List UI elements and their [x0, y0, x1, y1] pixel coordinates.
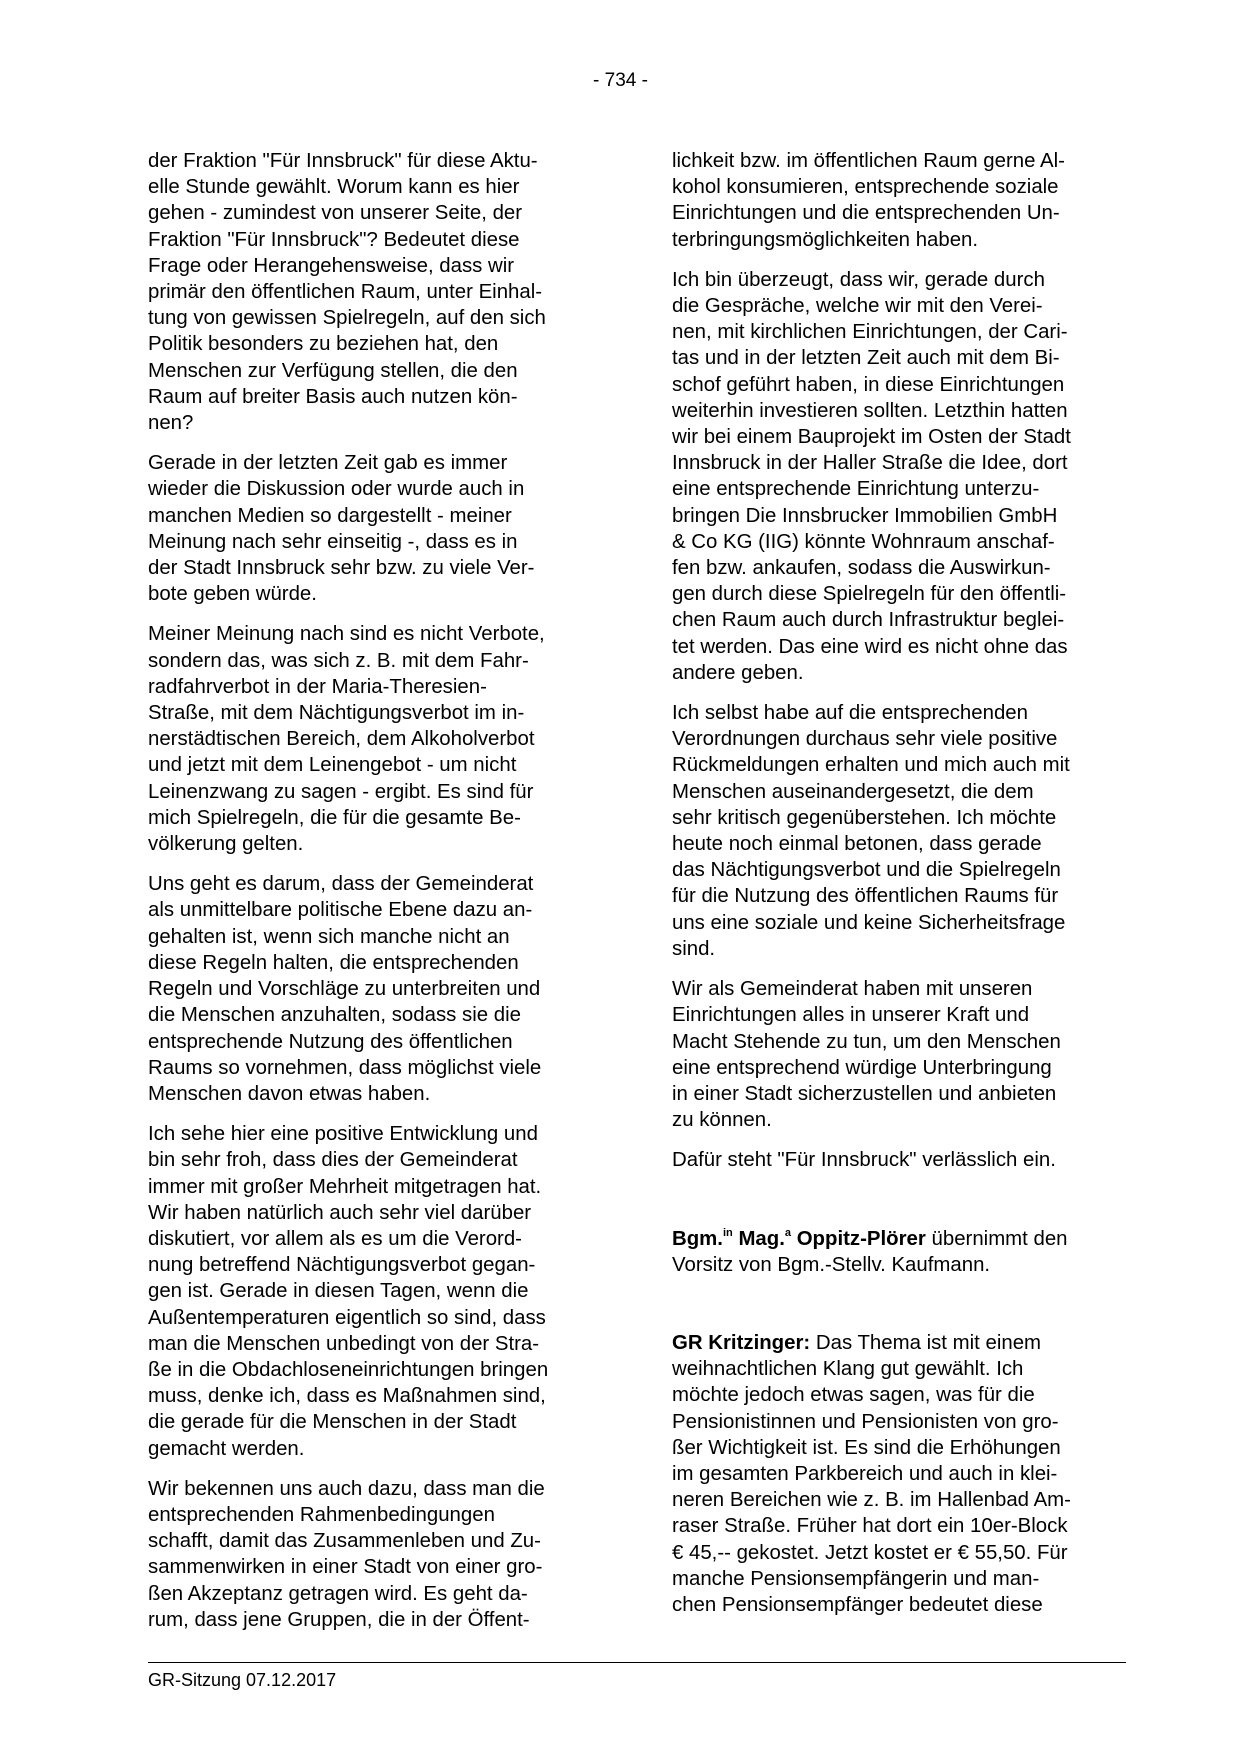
- text-line: der Stadt Innsbruck sehr bzw. zu viele Ver-: [148, 557, 535, 580]
- text-line: bote geben würde.: [148, 583, 317, 606]
- text-line: Menschen davon etwas haben.: [148, 1082, 431, 1105]
- text-line: nen, mit kirchlichen Einrichtungen, der Cari-: [672, 321, 1068, 344]
- left-paragraph: [148, 148, 598, 436]
- text-line: die gerade für die Menschen in der Stadt: [148, 1411, 517, 1434]
- text-line: die Gespräche, welche wir mit den Verei-: [672, 295, 1043, 318]
- text-line: weiterhin investieren sollten. Letzthin hatten: [672, 399, 1068, 422]
- text-line: Meinung nach sehr einseitig -, dass es in: [148, 530, 518, 553]
- text-line: diese Regeln halten, die entsprechenden: [148, 951, 519, 974]
- chair-text-1: übernimmt den: [931, 1227, 1068, 1250]
- footer-session-date: GR-Sitzung 07.12.2017: [148, 1670, 337, 1690]
- text-line: Politik besonders zu beziehen hat, den: [148, 333, 499, 356]
- right-paragraph: [672, 700, 1122, 962]
- chair-title-bgm-sup: in: [722, 1226, 733, 1239]
- chair-change-note: [672, 1226, 1122, 1278]
- text-line: gehalten ist, wenn sich manche nicht an: [148, 925, 510, 948]
- text-line: rum, dass jene Gruppen, die in der Öffent-: [148, 1608, 530, 1631]
- right-paragraph: [672, 267, 1122, 686]
- text-line: & Co KG (IIG) könnte Wohnraum anschaf-: [672, 530, 1055, 553]
- right-column: [672, 148, 1122, 1618]
- text-line: fen bzw. ankaufen, sodass die Auswirkun-: [672, 557, 1051, 580]
- text-line: die Menschen anzuhalten, sodass sie die: [148, 1004, 521, 1027]
- text-line: Fraktion "Für Innsbruck"? Bedeutet diese: [148, 228, 520, 251]
- text-line: Ich selbst habe auf die entsprechenden: [672, 702, 1028, 725]
- text-line: ße in die Obdachloseneinrichtungen bringen: [148, 1358, 549, 1381]
- text-line: sondern das, was sich z. B. mit dem Fahr-: [148, 649, 529, 672]
- text-line: Macht Stehende zu tun, um den Menschen: [672, 1030, 1061, 1053]
- text-line: man die Menschen unbedingt von der Stra-: [148, 1332, 540, 1355]
- left-paragraph: [148, 621, 598, 857]
- text-line: Uns geht es darum, dass der Gemeinderat: [148, 873, 534, 896]
- text-line: Innsbruck in der Haller Straße die Idee, dort: [672, 452, 1068, 475]
- text-line: mich Spielregeln, die für die gesamte Be-: [148, 806, 521, 829]
- text-line: Einrichtungen alles in unserer Kraft und: [672, 1004, 1030, 1027]
- text-line: gemacht werden.: [148, 1437, 305, 1460]
- chair-title-bgm: Bgm.: [672, 1227, 723, 1250]
- text-line: heute noch einmal betonen, dass gerade: [672, 833, 1042, 856]
- text-line: bringen Die Innsbrucker Immobilien GmbH: [672, 504, 1058, 527]
- left-paragraph: [148, 871, 598, 1107]
- text-line: tet werden. Das eine wird es nicht ohne das: [672, 635, 1068, 658]
- text-line: das Nächtigungsverbot und die Spielregeln: [672, 859, 1061, 882]
- speaker-name: GR Kritzinger:: [672, 1331, 811, 1354]
- text-line: wieder die Diskussion oder wurde auch in: [148, 478, 525, 501]
- text-line: Menschen zur Verfügung stellen, die den: [148, 359, 518, 382]
- text-line: bin sehr froh, dass dies der Gemeinderat: [148, 1149, 518, 1172]
- text-line: nen?: [148, 412, 194, 435]
- chair-change-line-2: Vorsitz von Bgm.-Stellv. Kaufmann.: [672, 1253, 991, 1276]
- text-line: sind.: [672, 937, 716, 960]
- speaker-first-line-text: Das Thema ist mit einem: [815, 1331, 1042, 1354]
- text-line: schof geführt haben, in diese Einrichtungen: [672, 373, 1065, 396]
- text-line: Raum auf breiter Basis auch nutzen kön-: [148, 385, 518, 408]
- text-line: zu können.: [672, 1109, 772, 1132]
- text-line: radfahrverbot in der Maria-Theresien-: [148, 675, 487, 698]
- chair-title-mag: Mag.: [738, 1227, 785, 1250]
- text-line: Menschen auseinandergesetzt, die dem: [672, 780, 1034, 803]
- text-line: Einrichtungen und die entsprechenden Un-: [672, 202, 1060, 225]
- text-line: sammenwirken in einer Stadt von einer gro-: [148, 1556, 543, 1579]
- text-line: gen durch diese Spielregeln für den öffentli-: [672, 583, 1067, 606]
- text-line: neren Bereichen wie z. B. im Hallenbad Am-: [672, 1489, 1071, 1512]
- text-line: muss, denke ich, dass es Maßnahmen sind,: [148, 1385, 546, 1408]
- text-line: der Fraktion "Für Innsbruck" für diese Aktu-: [148, 150, 538, 172]
- text-line: lichkeit bzw. im öffentlichen Raum gerne Al-: [672, 150, 1065, 172]
- text-line: tung von gewissen Spielregeln, auf den sich: [148, 307, 546, 330]
- text-line: Gerade in der letzten Zeit gab es immer: [148, 452, 508, 475]
- text-line: nerstädtischen Bereich, dem Alkoholverbot: [148, 728, 535, 751]
- footer-divider: [148, 1662, 1126, 1663]
- text-line: möchte jedoch etwas sagen, was für die: [672, 1384, 1035, 1407]
- text-line: völkerung gelten.: [148, 833, 304, 856]
- text-line: entsprechenden Rahmenbedingungen: [148, 1503, 495, 1526]
- text-line: Pensionistinnen und Pensionisten von gro-: [672, 1410, 1059, 1433]
- text-line: Außentemperaturen eigentlich so sind, dass: [148, 1306, 546, 1329]
- right-paragraph: [672, 1147, 1122, 1173]
- text-line: weihnachtlichen Klang gut gewählt. Ich: [672, 1358, 1024, 1381]
- spacer: [672, 1278, 1122, 1330]
- left-paragraph: [148, 1121, 598, 1462]
- text-line: Verordnungen durchaus sehr viele positive: [672, 728, 1058, 751]
- text-line: chen Pensionsempfänger bedeutet diese: [672, 1593, 1043, 1616]
- spacer: [672, 1188, 1122, 1226]
- speaker-first-line: [672, 1330, 1122, 1356]
- text-line: sehr kritisch gegenüberstehen. Ich möchte: [672, 806, 1057, 829]
- left-paragraph: [148, 450, 598, 607]
- text-line: in einer Stadt sicherzustellen und anbieten: [672, 1082, 1057, 1105]
- text-line: immer mit großer Mehrheit mitgetragen hat.: [148, 1175, 542, 1198]
- text-line: Rückmeldungen erhalten und mich auch mit: [672, 754, 1070, 777]
- text-line: Meiner Meinung nach sind es nicht Verbote,: [148, 623, 545, 646]
- text-line: ßen Akzeptanz getragen wird. Es geht da-: [148, 1582, 528, 1605]
- text-line: Ich bin überzeugt, dass wir, gerade durch: [672, 268, 1045, 291]
- text-line: tas und in der letzten Zeit auch mit dem Bi-: [672, 347, 1060, 370]
- text-line: für die Nutzung des öffentlichen Raums für: [672, 885, 1059, 908]
- text-line: elle Stunde gewählt. Worum kann es hier: [148, 176, 520, 199]
- text-line: Raums so vornehmen, dass möglichst viele: [148, 1056, 542, 1079]
- text-line: terbringungsmöglichkeiten haben.: [672, 228, 979, 251]
- text-line: manchen Medien so dargestellt - meiner: [148, 504, 512, 527]
- text-line: entsprechende Nutzung des öffentlichen: [148, 1030, 513, 1053]
- right-column-paragraphs: [672, 148, 1122, 1174]
- chair-name: Oppitz-Plörer: [796, 1227, 926, 1250]
- right-paragraph: [672, 148, 1122, 253]
- text-line: Wir als Gemeinderat haben mit unseren: [672, 978, 1033, 1001]
- text-line: Wir haben natürlich auch sehr viel darüber: [148, 1201, 532, 1224]
- text-line: primär den öffentlichen Raum, unter Einhal-: [148, 281, 543, 304]
- left-paragraph: [148, 1476, 598, 1633]
- text-line: Dafür steht "Für Innsbruck" verlässlich ein.: [672, 1149, 1056, 1172]
- text-line: schafft, damit das Zusammenleben und Zu-: [148, 1530, 541, 1553]
- text-line: gen ist. Gerade in diesen Tagen, wenn die: [148, 1280, 529, 1303]
- left-column: [148, 148, 598, 1647]
- right-paragraph: [672, 976, 1122, 1133]
- text-line: nung betreffend Nächtigungsverbot gegan-: [148, 1254, 536, 1277]
- text-line: als unmittelbare politische Ebene dazu an-: [148, 899, 533, 922]
- text-line: uns eine soziale und keine Sicherheitsfrage: [672, 911, 1066, 934]
- text-line: Leinenzwang zu sagen - ergibt. Es sind für: [148, 780, 534, 803]
- page-number: - 734 -: [593, 70, 648, 91]
- text-line: Wir bekennen uns auch dazu, dass man die: [148, 1477, 545, 1500]
- text-line: und jetzt mit dem Leinengebot - um nicht: [148, 754, 517, 777]
- text-line: Frage oder Herangehensweise, dass wir: [148, 254, 515, 277]
- text-line: ßer Wichtigkeit ist. Es sind die Erhöhungen: [672, 1436, 1061, 1459]
- text-line: diskutiert, vor allem als es um die Verord-: [148, 1227, 522, 1250]
- text-line: Straße, mit dem Nächtigungsverbot im in-: [148, 702, 525, 725]
- text-line: raser Straße. Früher hat dort ein 10er-Block: [672, 1515, 1068, 1538]
- text-line: chen Raum auch durch Infrastruktur beglei-: [672, 609, 1065, 632]
- text-line: kohol konsumieren, entsprechende soziale: [672, 176, 1059, 199]
- text-line: Regeln und Vorschläge zu unterbreiten und: [148, 978, 541, 1001]
- text-line: andere geben.: [672, 661, 804, 684]
- text-line: gehen - zumindest von unserer Seite, der: [148, 202, 523, 225]
- text-line: manche Pensionsempfängerin und man-: [672, 1567, 1040, 1590]
- text-line: Ich sehe hier eine positive Entwicklung und: [148, 1123, 538, 1146]
- text-line: im gesamten Parkbereich und auch in klei-: [672, 1462, 1058, 1485]
- text-line: eine entsprechend würdige Unterbringung: [672, 1056, 1052, 1079]
- speaker-paragraph: [672, 1330, 1122, 1618]
- text-line: € 45,-- gekostet. Jetzt kostet er € 55,50. Für: [672, 1541, 1068, 1564]
- text-line: eine entsprechende Einrichtung unterzu-: [672, 478, 1040, 501]
- chair-change-line-1: [672, 1226, 1122, 1252]
- chair-title-mag-sup: a: [784, 1226, 792, 1239]
- text-line: wir bei einem Bauprojekt im Osten der Stadt: [672, 426, 1071, 449]
